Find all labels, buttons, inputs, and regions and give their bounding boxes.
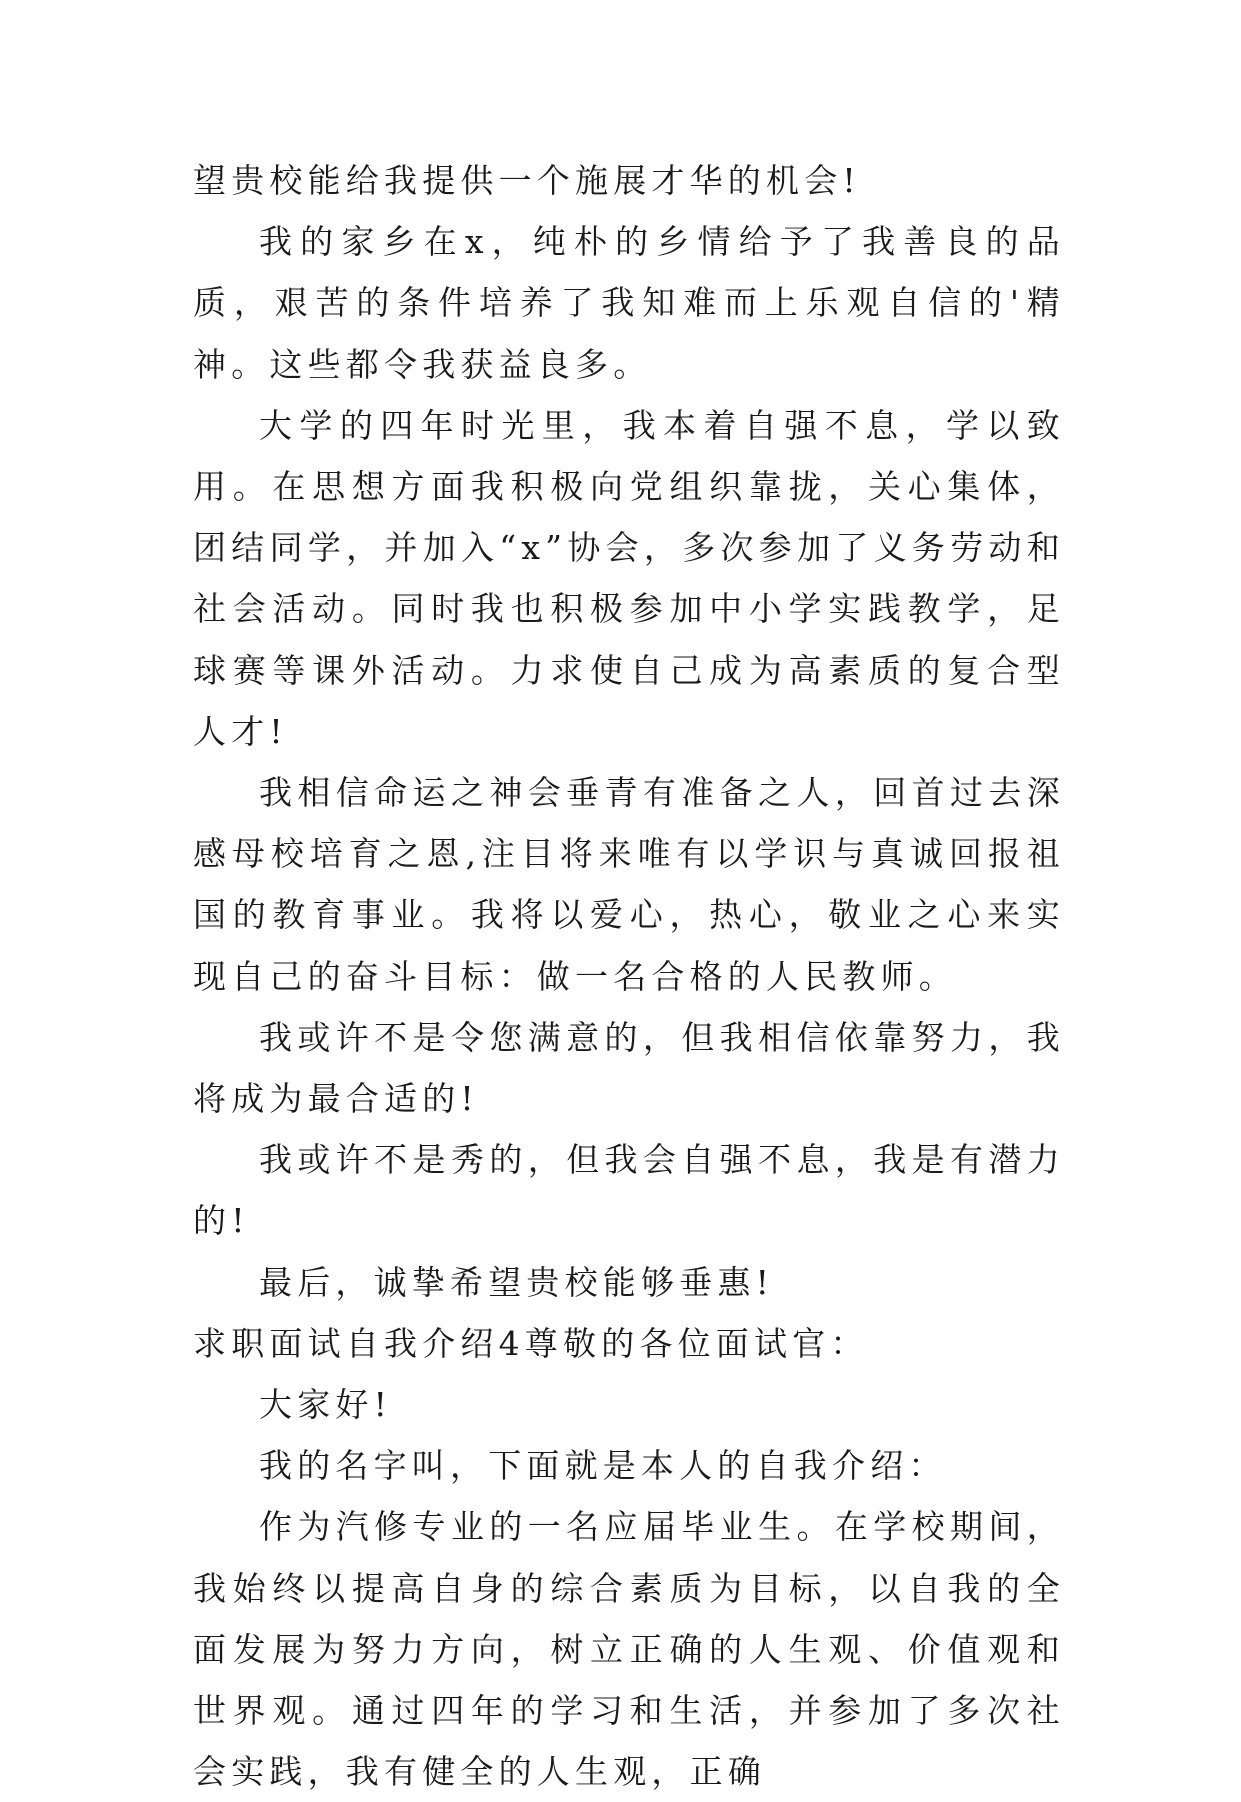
paragraph-name-intro: 我的名字叫，下面就是本人的自我介绍： — [259, 1446, 947, 1486]
document-body — [193, 150, 1065, 1802]
paragraph-closing-hope: 望贵校能给我提供一个施展才华的机会! — [193, 161, 861, 200]
paragraph-finally: 最后，诚挚希望贵校能够垂惠! — [259, 1262, 775, 1302]
paragraph-hometown: 我的家乡在x，纯朴的乡情给予了我善良的品质，艰苦的条件培养了我知难而上乐观自信的'精神。这些都令我获益良多。 — [193, 222, 1065, 384]
paragraph-university: 大学的四年时光里，我本着自强不息，学以致用。在思想方面我积极向党组织靠拢，关心集体，团结同学，并加入“x”协会，多次参加了义务劳动和社会活动。同时我也积极参加中小学实践教学，足球赛等课外活动。力求使自己成为高素质的复合型人才! — [193, 405, 1065, 751]
paragraph-potential: 我或许不是秀的，但我会自强不息，我是有潜力的! — [193, 1140, 1065, 1241]
section-heading-intro-4: 求职面试自我介绍4尊敬的各位面试官： — [193, 1323, 869, 1363]
paragraph-destiny: 我相信命运之神会垂青有准备之人，回首过去深感母校培育之恩,注目将来唯有以学识与真诚回报祖国的教育事业。我将以爱心，热心，敬业之心来实现自己的奋斗目标：做一名合格的人民教师。 — [193, 773, 1065, 996]
paragraph-maybe-not-satisfying: 我或许不是令您满意的，但我相信依靠努力，我将成为最合适的! — [193, 1017, 1065, 1119]
paragraph-greeting: 大家好! — [259, 1385, 393, 1425]
paragraph-auto-repair: 作为汽修专业的一名应届毕业生。在学校期间，我始终以提高自身的综合素质为目标，以自我的全面发展为努力方向，树立正确的人生观、价值观和世界观。通过四年的学习和生活，并参加了多次社会实践，我有健全的人生观，正确 — [193, 1507, 1065, 1792]
